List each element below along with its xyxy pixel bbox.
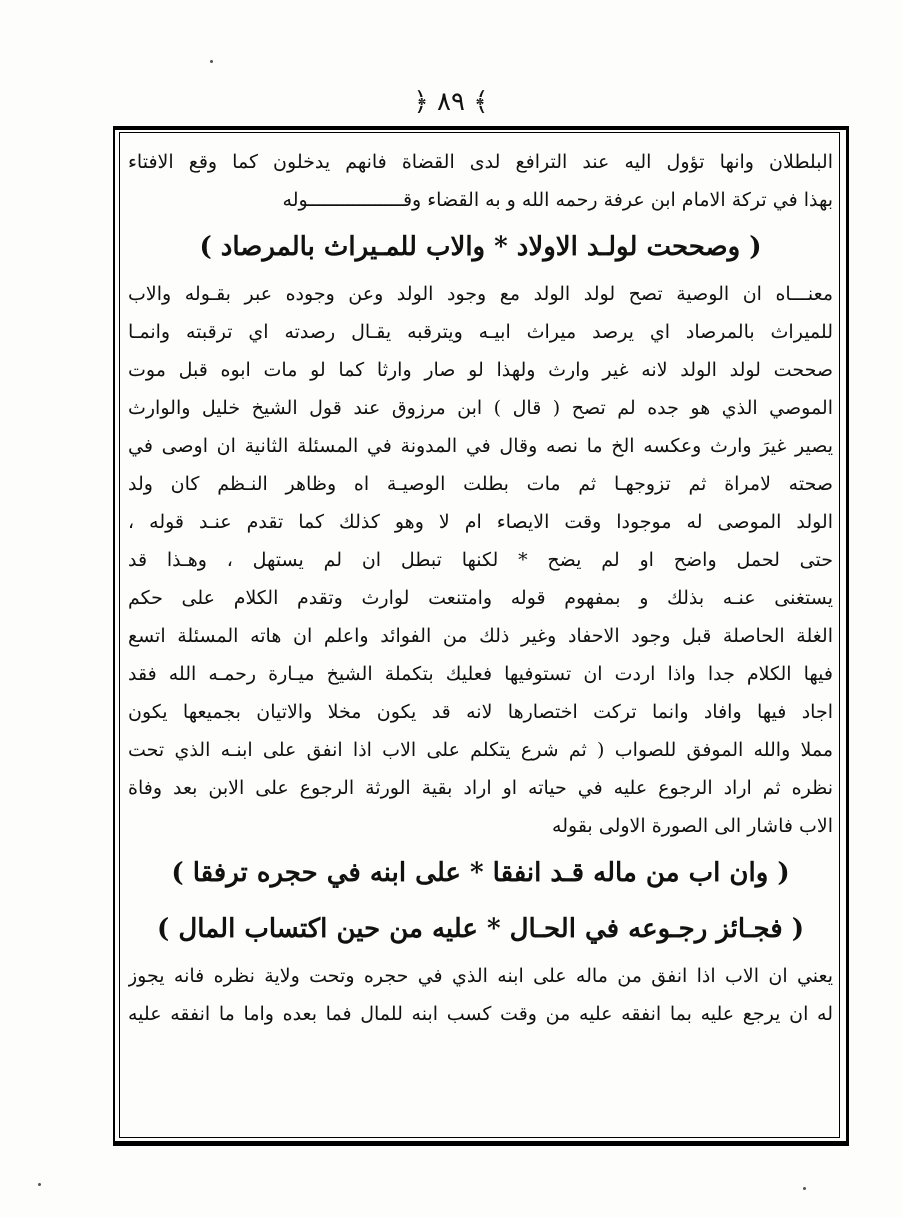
text-line: صحته لامراة ثم تزوجهـا ثم مات بطلت الوصيـة اه وظاهر النـظم كان ولد — [128, 473, 833, 495]
text-line: معنـــاه ان الوصية تصح لولد الولد مع وجود الولد وعن وجوده عبر بقـوله والاب — [128, 283, 833, 305]
text-line: الموصي الذي هو جده لم تصح ( قال ) ابن مرزوق عند قول الشيخ خليل والوارث — [128, 397, 833, 419]
page-number: ﴿ ٨٩ ﴾ — [413, 87, 489, 117]
text-line: يعني ان الاب اذا انفق من ماله على ابنه الذي في حجره وتحت ولاية نظره فانه يجوز — [128, 965, 833, 987]
text-line: مملا والله الموفق للصواب ( ثم شرع يتكلم على الاب اذا انفق على ابنـه الذي تحت — [128, 739, 833, 761]
text-line: فيها الكلام جدا واذا اردت ان تستوفيها فعليك بتكملة الشيخ ميـارة رحمـه الله فقد — [128, 663, 833, 685]
text-line: يستغنى عنـه بذلك و بمفهوم قوله وامتنعت لوارث وتقدم الكلام على حكم — [128, 587, 833, 609]
verse-line: ( وان اب من ماله قـد انفقا * على ابنه في حجره ترفقا ) — [171, 858, 790, 888]
scan-speck — [38, 1183, 41, 1186]
text-line: بهذا في تركة الامام ابن عرفة رحمه الله و به القضاء وقـــــــــــــــــوله — [282, 189, 833, 211]
text-line: البلطلان وانها تؤول اليه عند الترافع لدى القضاة فانهم يدخلون كما وقع الافتاء — [128, 151, 833, 173]
scan-speck — [210, 60, 213, 63]
verse-line: ( وصححت لولـد الاولاد * والاب للمـيراث بالمرصاد ) — [199, 232, 762, 262]
scan-speck — [803, 1187, 806, 1190]
text-line: نظره ثم اراد الرجوع عليه في حياته او اراد بقية الورثة الرجوع على الابن بعد وفاة — [128, 777, 833, 799]
text-line: حتى لحمل واضح او لم يضح * لكنها تبطل ان لم يستهل ، وهـذا قد — [128, 549, 833, 571]
text-line: له ان يرجع عليه بما انفقه عليه من وقت كسب ابنه للمال فما بعده واما ما انفقه عليه — [128, 1003, 833, 1025]
text-line: اجاد فيها وافاد وانما تركت اختصارها لانه قد يكون مخلا والاتيان بجميعها يكون — [128, 701, 833, 723]
text-line: الاب فاشار الى الصورة الاولى بقوله — [552, 815, 833, 837]
text-line: صححت لولد الولد لانه غير وارث ولهذا لو صار وارثا كما لو مات ابوه قبل موت — [128, 359, 833, 381]
text-line: يصير غيرَ وارث وعكسه الخ ما نصه وقال في المدونة في المسئلة الثانية ان اوصى في — [128, 435, 833, 457]
text-line: الغلة الحاصلة قبل وجود الاحفاد وغير ذلك من الفوائد واعلم ان هاته المسئلة اتسع — [128, 625, 833, 647]
text-line: الولد الموصى له موجودا وقت الايصاء ام لا وهو كذلك كما تقدم عنـد قوله ، — [128, 511, 833, 533]
text-line: للميراث بالمرصاد اي يرصد ميراث ابيـه ويترقبه يقـال رصدته اي ترقبته وانمـا — [128, 321, 833, 343]
verse-line: ( فجـائز رجـوعه في الحـال * عليه من حين اكتساب المال ) — [156, 914, 805, 944]
main-text — [128, 143, 833, 1033]
